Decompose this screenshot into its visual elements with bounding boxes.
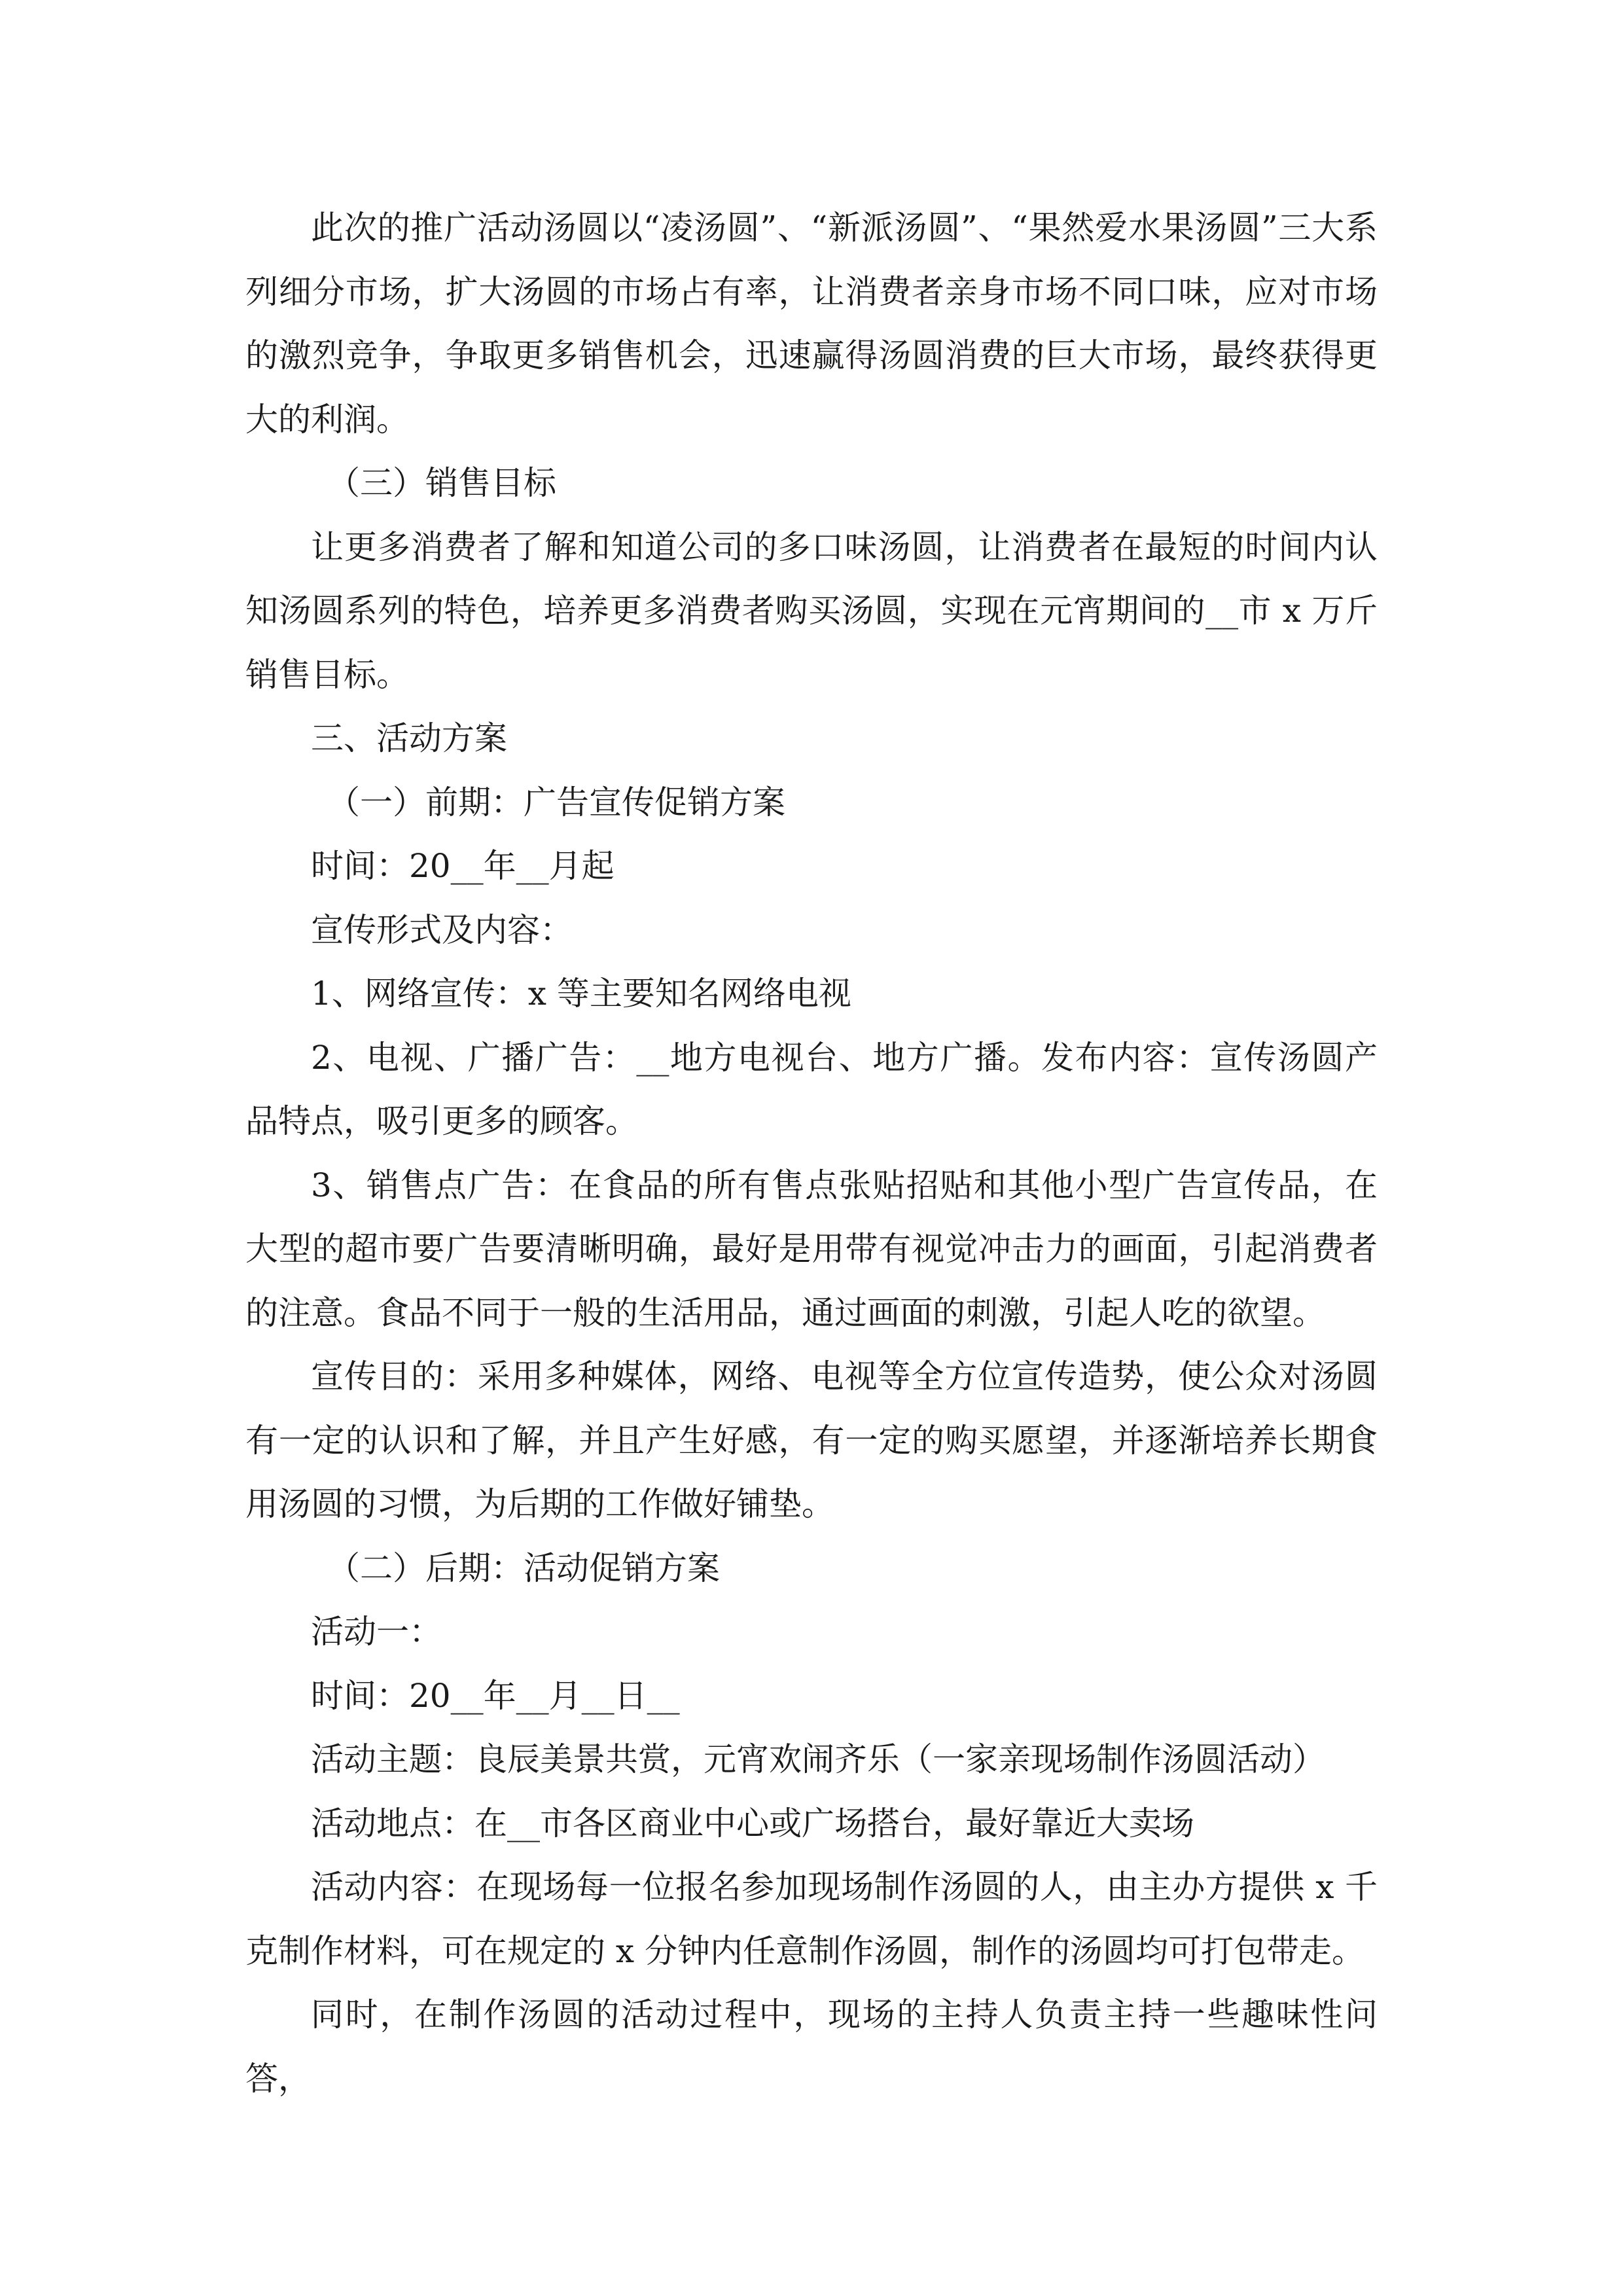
heading-activity-plan: 三、活动方案 <box>311 719 507 757</box>
paragraph-activity-theme: 活动主题：良辰美景共赏，元宵欢闹齐乐（一家亲现场制作汤圆活动） <box>311 1740 1325 1778</box>
paragraph-activity-location: 活动地点：在__市各区商业中心或广场搭台，最好靠近大卖场 <box>311 1804 1194 1842</box>
paragraph-activity-time: 时间：20__年__月__日__ <box>311 1676 680 1715</box>
list-item-network-promo: 1、网络宣传：x 等主要知名网络电视 <box>311 975 851 1013</box>
list-item-point-of-sale-ads: 3、销售点广告：在食品的所有售点张贴招贴和其他小型广告宣传品，在大型的超市要广告要清晰明确，最好是用带有视觉冲击力的画面，引起消费者的注意。食品不同于一般的生活用品，通过画面的刺激，引起人吃的欲望。 <box>245 1166 1378 1332</box>
paragraph-market-segment: 此次的推广活动汤圆以“凌汤圆”、“新派汤圆”、“果然爱水果汤圆”三大系列细分市场，扩大汤圆的市场占有率，让消费者亲身市场不同口味，应对市场的激烈竞争，争取更多销售机会，迅速赢得汤圆消费的巨大市场，最终获得更大的利润。 <box>245 209 1378 439</box>
paragraph-activity-content: 活动内容：在现场每一位报名参加现场制作汤圆的人，由主办方提供 x 千克制作材料，可在规定的 x 分钟内任意制作汤圆，制作的汤圆均可打包带走。 <box>245 1868 1378 1970</box>
heading-early-stage: （一）前期：广告宣传促销方案 <box>327 783 785 821</box>
paragraph-activity-one: 活动一： <box>311 1613 442 1651</box>
heading-late-stage: （二）后期：活动促销方案 <box>327 1549 720 1587</box>
paragraph-sales-target: 让更多消费者了解和知道公司的多口味汤圆，让消费者在最短的时间内认知汤圆系列的特色，培养更多消费者购买汤圆，实现在元宵期间的__市 x 万斤销售目标。 <box>245 528 1378 694</box>
document-body <box>245 196 1378 2111</box>
paragraph-early-time: 时间：20__年__月起 <box>311 847 615 885</box>
heading-sales-target: （三）销售目标 <box>327 464 556 502</box>
paragraph-promo-form: 宣传形式及内容： <box>311 910 573 949</box>
paragraph-promo-purpose: 宣传目的：采用多种媒体，网络、电视等全方位宣传造势，使公众对汤圆有一定的认识和了解，并且产生好感，有一定的购买愿望，并逐渐培养长期食用汤圆的习惯，为后期的工作做好铺垫。 <box>245 1357 1378 1523</box>
paragraph-activity-qa: 同时，在制作汤圆的活动过程中，现场的主持人负责主持一些趣味性问答， <box>245 1996 1378 2098</box>
list-item-tv-radio-ads: 2、电视、广播广告：__地方电视台、地方广播。发布内容：宣传汤圆产品特点，吸引更多的顾客。 <box>245 1038 1378 1140</box>
